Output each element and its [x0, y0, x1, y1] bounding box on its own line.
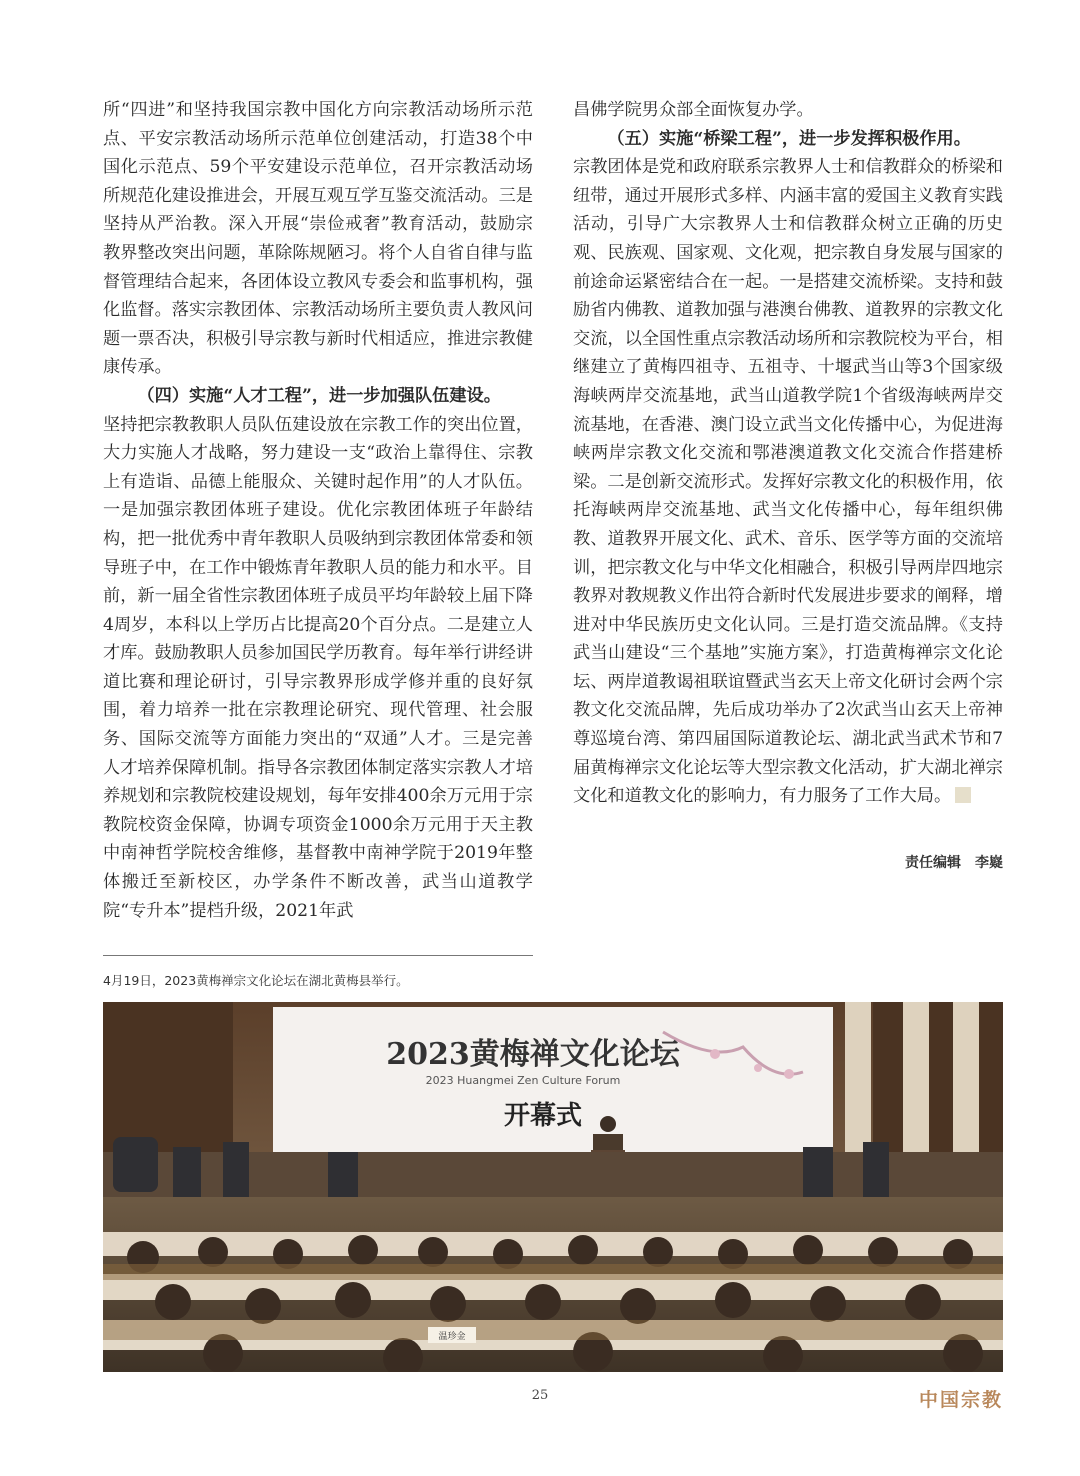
- end-mark-icon: [955, 787, 971, 803]
- right-paragraph-2: [573, 153, 1003, 811]
- caption-divider: [103, 955, 533, 956]
- section-heading-talent: （四）实施“人才工程”，进一步加强队伍建设。: [137, 385, 501, 406]
- table-card: 温珍金: [438, 1332, 466, 1342]
- banner-subtitle: 2023 Huangmei Zen Culture Forum: [425, 1074, 621, 1087]
- photo-caption: 4月19日，2023黄梅禅宗文化论坛在湖北黄梅县举行。: [103, 973, 409, 988]
- section-heading-bridge: （五）实施“桥梁工程”，进一步发挥积极作用。: [607, 128, 971, 149]
- right-paragraph-1: 昌佛学院男众部全面恢复办学。: [573, 100, 814, 120]
- article-left-column: [103, 96, 533, 925]
- forum-photo: [103, 1002, 1003, 1372]
- banner-title: 2023黄梅禅文化论坛: [386, 1037, 680, 1072]
- left-paragraph-2: 坚持把宗教教职人员队伍建设放在宗教工作的突出位置，大力实施人才战略，努力建设一支“政治上靠得住、宗教上有造诣、品德上能服众、关键时起作用”的人才队伍。一是加强宗教团体班子建设。优化宗教团体班子年龄结构，把一批优秀中青年教职人员吸纳到宗教团体常委和领导班子中，在工作中锻炼青年教职人员的能力和水平。目前，新一届全省性宗教团体班子成员平均年龄较上届下降4周岁，本科以上学历占比提高20个百分点。二是建立人才库。鼓励教职人员参加国民学历教育。每年举行讲经讲道比赛和理论研讨，引导宗教界形成学修并重的良好氛围，着力培养一批在宗教理论研究、现代管理、社会服务、国际交流等方面能力突出的“双通”人才。三是完善人才培养保障机制。指导各宗教团体制定落实宗教人才培养规划和宗教院校建设规划，每年安排400余万元用于宗教院校资金保障，协调专项资金1000余万元用于天主教中南神哲学院校舍维修，基督教中南神学院于2019年整体搬迁至新校区，办学条件不断改善，武当山道教学院“专升本”提档升级，2021年武: [103, 414, 533, 921]
- page-number: 25: [531, 1388, 549, 1403]
- banner-ceremony: 开幕式: [503, 1101, 583, 1131]
- article-right-column: [573, 96, 1003, 811]
- editor-credit: 责任编辑 李嶷: [905, 855, 1003, 871]
- right-paragraph-2-text: 宗教团体是党和政府联系宗教界人士和信教群众的桥梁和纽带，通过开展形式多样、内涵丰富的爱国主义教育实践活动，引导广大宗教界人士和信教群众树立正确的历史观、民族观、国家观、文化观，把宗教自身发展与国家的前途命运紧密结合在一起。一是搭建交流桥梁。支持和鼓励省内佛教、道教加强与港澳台佛教、道教界的宗教文化交流，以全国性重点宗教活动场所和宗教院校为平台，相继建立了黄梅四祖寺、五祖寺、十堰武当山等3个国家级海峡两岸交流基地，武当山道教学院1个省级海峡两岸交流基地，在香港、澳门设立武当文化传播中心，为促进海峡两岸宗教文化交流和鄂港澳道教文化交流合作搭建桥梁。二是创新交流形式。发挥好宗教文化的积极作用，依托海峡两岸交流基地、武当文化传播中心，每年组织佛教、道教界开展文化、武术、音乐、医学等方面的交流培训，把宗教文化与中华文化相融合，积极引导两岸四地宗教界对教规教义作出符合新时代发展进步要求的阐释，增进对中华民族历史文化认同。三是打造交流品牌。《支持武当山建设“三个基地”实施方案》，打造黄梅禅宗文化论坛、两岸道教谒祖联谊暨武当玄天上帝文化研讨会两个宗教文化交流品牌，先后成功举办了2次武当山玄天上帝神尊巡境台湾、第四届国际道教论坛、湖北武当武术节和7届黄梅禅宗文化论坛等大型宗教文化活动，扩大湖北禅宗文化和道教文化的影响力，有力服务了工作大局。: [573, 157, 1003, 807]
- magazine-logo: 中国宗教: [918, 1389, 1003, 1411]
- left-paragraph-1: 所“四进”和坚持我国宗教中国化方向宗教活动场所示范点、平安宗教活动场所示范单位创建活动，打造38个中国化示范点、59个平安建设示范单位，召开宗教活动场所规范化建设推进会，开展互观互学互鉴交流活动。三是坚持从严治教。深入开展“崇俭戒奢”教育活动，鼓励宗教界整改突出问题，革除陈规陋习。将个人自省自律与监督管理结合起来，各团体设立教风专委会和监事机构，强化监督。落实宗教团体、宗教活动场所主要负责人教风问题一票否决，积极引导宗教与新时代相适应，推进宗教健康传承。: [103, 100, 533, 378]
